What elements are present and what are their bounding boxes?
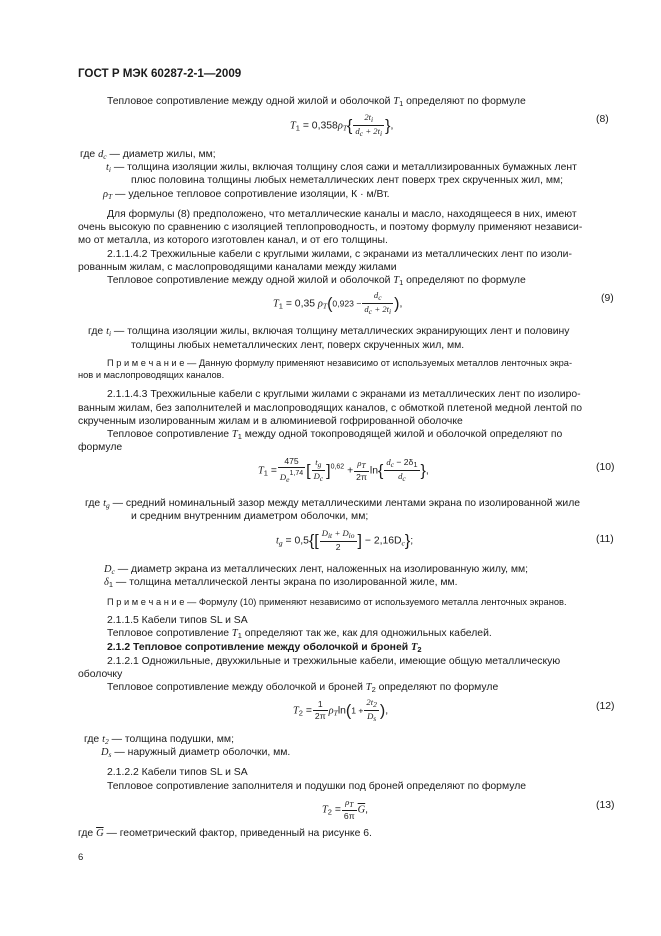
paragraph-5: Тепловое сопротивление T1 определяют так же, как для одножильных кабелей. (107, 628, 492, 640)
paragraph-4: Тепловое сопротивление T1 между одной токопроводящей жилой и оболочкой определяют по (107, 429, 563, 441)
definition-rhoT: ρT — удельное тепловое сопротивление изоляции, К · м/Вт. (103, 189, 390, 201)
section-2-1-1-5: 2.1.1.5 Кабели типов SL и SA (107, 615, 248, 626)
section-2-1-1-4-2-line-2: рованным жилам, с маслопроводящими каналами между жилами (78, 262, 397, 273)
section-2-1-2-heading: 2.1.2 Тепловое сопротивление между оболочкой и броней T2 (107, 642, 422, 654)
formula-number-11: (11) (596, 534, 614, 545)
definition-t2: где t2 — толщина подушки, мм; (84, 734, 234, 746)
definition-G: где $\overline{G}$ — геометрический фактор, приведенный на рисунке 6. (78, 828, 372, 839)
formula-8: T1 = 0,358ρT{ $\frac{2ti}{dc + 2ti}$ }, (290, 112, 394, 138)
paragraph-2-line-1: Для формулы (8) предположено, что металлические каналы и масло, находящееся в них, имеют (107, 209, 577, 220)
formula-number-13: (13) (596, 800, 615, 811)
document-header: ГОСТ Р МЭК 60287-2-1—2009 (78, 67, 242, 80)
formula-number-10: (10) (596, 462, 615, 473)
definition-ti-cont: плюс половина толщины любых неметаллических лент поверх трех скрученных жил, мм; (131, 175, 564, 186)
section-2-1-1-4-2-line-1: 2.1.1.4.2 Трехжильные кабели с круглыми жилами, с экранами из металлических лент по изоли- (107, 249, 572, 260)
definition-Ds: Ds — наружный диаметр оболочки, мм. (101, 747, 291, 759)
section-2-1-2-1-line-1: 2.1.2.1 Одножильные, двухжильные и трехжильные кабели, имеющие общую металлическую (107, 656, 561, 667)
page-number: 6 (78, 852, 84, 863)
paragraph-4-cont: формуле (78, 442, 123, 453)
definition-ti-9: где ti — толщина изоляции жилы, включая толщину металлических экранирующих лент и половину (88, 326, 570, 338)
definition-ti-9-cont: толщины любых неметаллических лент, поверх скрученных жил, мм. (131, 340, 465, 351)
note-2: П р и м е ч а н и е — Формулу (10) применяют независимо от используемого металла ленточных экранов. (107, 597, 567, 607)
definition-tg-cont: и средним внутренним диаметром оболочки, мм; (131, 511, 369, 522)
formula-9: T1 = 0,35 ρT(0,923 − $\frac{dc}{dc + 2ti}$ ), (273, 290, 403, 316)
section-2-1-2-1-line-2: оболочку (78, 669, 123, 680)
formula-10: T1 = $\frac{475}{De^{1,74}}$ [ $\frac{tg}{Dc}$ ]$^{0,62}$ + $\frac{\rho T}{2\pi}$ ln{ $\frac{dc - 2\delta 1}{dc}$ }, (258, 456, 429, 484)
note-1: П р и м е ч а н и е — Данную формулу применяют независимо от используемых металлов ленточных экра- (107, 358, 573, 368)
note-1-cont: нов и маслопроводящих каналов. (78, 370, 225, 380)
formula-12: T2 = $\frac{1}{2\pi}$ ρTln(1 + $\frac{2t2}{Ds}$ ), (293, 697, 389, 723)
paragraph-7: Тепловое сопротивление заполнителя и подушки под броней определяют по формуле (107, 781, 527, 792)
formula-13: T2 = $\frac{\rho T}{6\pi}$ $\overline{G}$, (322, 797, 369, 821)
definition-Dc: Dc — диаметр экрана из металлических лент, наложенных на изолированную жилу, мм; (104, 564, 529, 576)
paragraph-3: Тепловое сопротивление между одной жилой и оболочкой T1 определяют по формуле (107, 275, 526, 287)
paragraph-6: Тепловое сопротивление между оболочкой и броней T2 определяют по формуле (107, 682, 499, 694)
paragraph-2-line-2: очень высокую по сравнению с изоляцией теплопроводность, и поэтому формулу применяют независи- (78, 222, 583, 233)
section-2-1-1-4-3-line-1: 2.1.1.4.3 Трехжильные кабели с круглыми жилами с экранами из металлических лент по изолиро- (107, 389, 581, 400)
section-2-1-2-2: 2.1.2.2 Кабели типов SL и SA (107, 767, 248, 778)
definition-delta1: δ1 — толщина металлической ленты экрана по изолированной жиле, мм. (104, 577, 458, 589)
formula-number-12: (12) (596, 701, 615, 712)
section-2-1-1-4-3-line-3: скрученным изолированным жилам и в алюминиевой гофрированной оболочке (78, 416, 463, 427)
section-2-1-1-4-3-line-2: ванным жилам, без заполнителей и маслопроводящих каналов, с обмоткой плетеной медной лентой по (78, 403, 582, 414)
formula-number-9: (9) (601, 293, 614, 304)
formula-11: tg = 0,5{[ $\frac{\text{Dit + Dio}}{2}$ ] − 2,16Dc}; (276, 528, 414, 552)
definition-tg: где tg — средний номинальный зазор между металлическими лентами экрана по изолированной жиле (85, 498, 581, 510)
paragraph-2-line-3: мо от металла, из которого изготовлен канал, и от его толщины. (78, 235, 388, 246)
formula-number-8: (8) (596, 114, 609, 125)
definition-ti: ti — толщина изоляции жилы, включая толщину слоя сажи и металлизированных бумажных лент (106, 162, 577, 174)
paragraph-intro: Тепловое сопротивление между одной жилой и оболочкой T1 определяют по формуле (107, 96, 526, 108)
definition-dc: где dc — диаметр жилы, мм; (80, 149, 216, 161)
